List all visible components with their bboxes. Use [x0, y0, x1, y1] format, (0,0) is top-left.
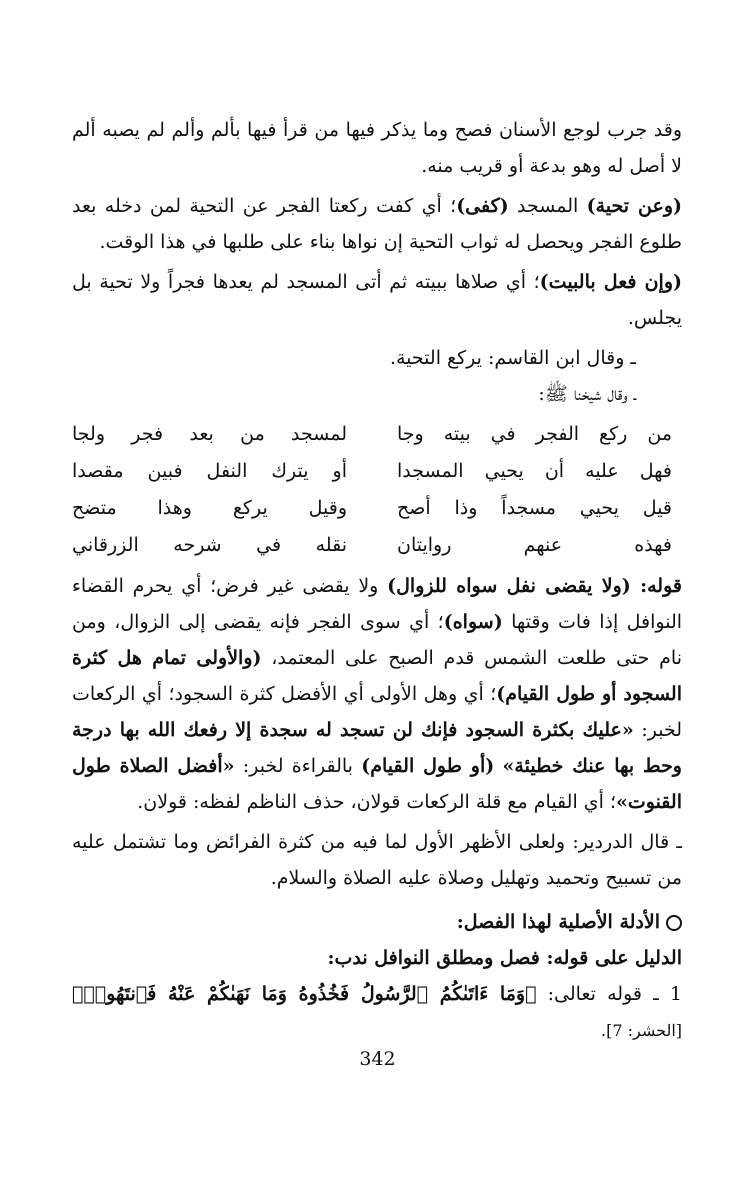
bold-phrase: (وعن تحية)	[586, 195, 682, 217]
quote-ibn-qasim: ـ وقال ابن القاسم: يركع التحية.	[389, 347, 636, 369]
section-heading: الأدلة الأصلية لهذا الفصل:	[72, 904, 682, 940]
page-number: 342	[359, 1048, 396, 1070]
text-run: المسجد	[508, 195, 587, 217]
text-run: ولا يقضى غير فرض؛ أي يحرم القضاء النوافل إذا فات وقتها	[72, 575, 683, 633]
poem-second-hemistich: وقيل يركع وهذا متضح	[72, 497, 347, 519]
poem-second-hemistich: لمسجد من بعد فجر ولجا	[72, 423, 347, 445]
text-run	[494, 755, 502, 777]
poem-first-hemistich: من ركع الفجر في بيته وجا	[397, 423, 672, 445]
poem-verse	[72, 416, 682, 453]
evidence-item	[72, 976, 682, 1049]
bold-phrase: (أو طول القيام)	[361, 755, 495, 777]
bold-phrase: (كفى)	[456, 195, 509, 217]
poem-verse	[72, 527, 682, 564]
text-run: ؛ أي سوى الفجر فإنه يقضى إلى الزوال، ومن نام حتى طلعت الشمس قدم الصبح على المعتمد،	[72, 611, 682, 669]
poem-second-hemistich: نقله في شرحه الزرقاني	[72, 534, 347, 556]
poem-verse	[72, 453, 682, 490]
paragraph-tahiyyah	[72, 188, 682, 260]
poem-second-hemistich: أو يترك النفل فبين مقصدا	[72, 460, 347, 482]
quote-shaykh: ـ وقال شيخنا ﷺ:	[538, 383, 636, 405]
hadith-quote: «عليك بكثرة السجود فإنك لن تسجد له سجدة إلا رفعك الله بها درجة وحط بها عنك خطيئة»	[72, 719, 682, 777]
page-body	[72, 112, 682, 1049]
bold-phrase: (سواه)	[443, 611, 503, 633]
bold-phrase: قوله:	[630, 575, 682, 597]
poem	[72, 416, 682, 564]
poem-first-hemistich: قيل يحيي مسجداً وذا أصح	[397, 497, 672, 519]
text-run: ؛ أي القيام مع قلة الركعات قولان، حذف الناظم لفظه: قولان.	[137, 791, 616, 813]
text-run: ؛ أي وهل الأولى أي الأفضل كثرة السجود؛ أي الركعات لخبر:	[72, 683, 683, 741]
poem-first-hemistich: فهذه عنهم روايتان	[397, 534, 672, 556]
bold-phrase: (ولا يقضى نفل سواه للزوال)	[387, 575, 631, 597]
bold-phrase: (والأولى تمام هل كثرة السجود أو طول القيام)	[72, 647, 682, 705]
verse-citation: [الحشر: 7].	[601, 1021, 682, 1040]
evidence-subheading: الدليل على قوله: فصل ومطلق النوافل ندب:	[327, 947, 682, 969]
paragraph-qada	[72, 568, 682, 820]
hadith-quote: «أفضل الصلاة طول القنوت»	[72, 755, 682, 813]
paragraph-bayt	[72, 264, 682, 336]
paragraph-intro: وقد جرب لوجع الأسنان فصح وما يذكر فيها من قرأ فيها بألم وألم لم يصبه ألم لا أصل له وهو بدعة أو قريب منه.	[72, 119, 682, 177]
quran-verse: ﴿وَمَا ءَاتَىٰكُمُ ٱلرَّسُولُ فَخُذُوهُ وَمَا نَهَىٰكُمْ عَنْهُ فَٱنتَهُوا۟﴾	[72, 983, 537, 1005]
text-run: بالقراءة لخبر:	[234, 755, 362, 777]
paragraph-dardir: ـ قال الدردير: ولعلى الأظهر الأول لما فيه من كثرة الفرائض وما تشتمل عليه من تسبيح وتحميد وتهليل وصلاة عليه الصلاة والسلام.	[72, 831, 682, 889]
circle-bullet-icon	[666, 915, 682, 931]
text-run: ؛ أي كفت ركعتا الفجر عن التحية لمن دخله بعد طلوع الفجر ويحصل له ثواب التحية إن نواها بناء على طلبها في هذا الوقت.	[72, 195, 682, 253]
item-prefix: 1 ـ قوله تعالى:	[536, 983, 682, 1005]
bold-phrase: (وإن فعل بالبيت)	[539, 271, 683, 293]
poem-first-hemistich: فهل عليه أن يحيي المسجدا	[397, 460, 672, 482]
poem-verse	[72, 490, 682, 527]
text-run: ؛ أي صلاها ببيته ثم أتى المسجد لم يعدها فجراً ولا تحية بل يجلس.	[72, 271, 682, 329]
